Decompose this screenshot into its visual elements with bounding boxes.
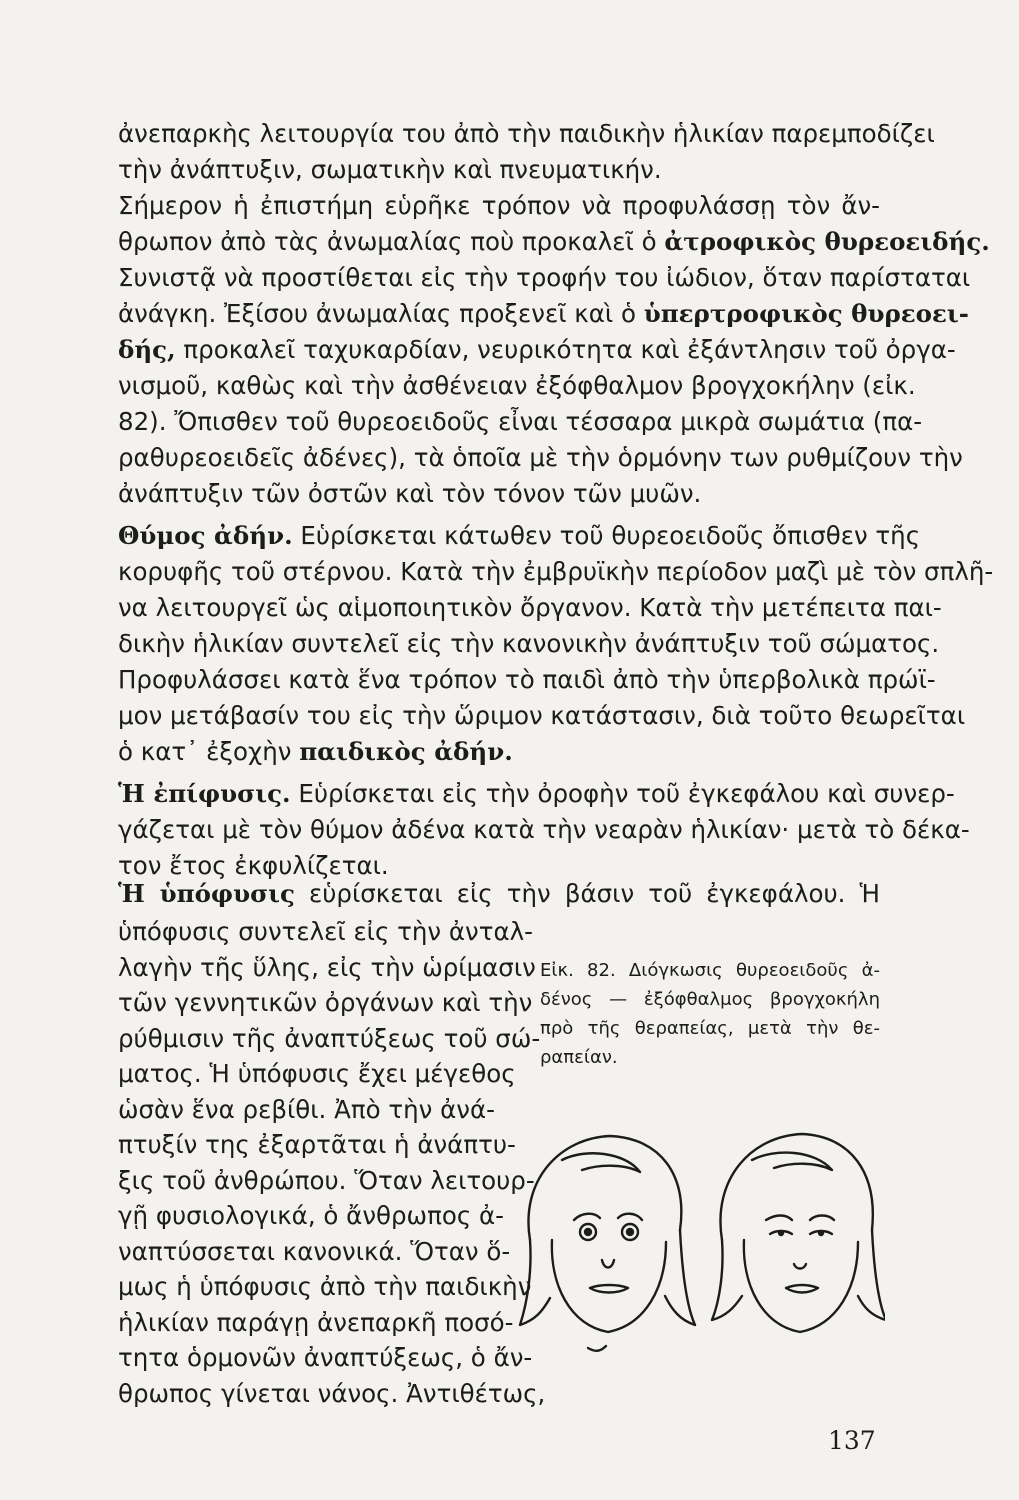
text-segment: Προφυλάσσει κατὰ ἕνα τρόπον τὸ παιδὶ ἀπὸ τὴν ὑπερβολικὰ πρώϊ-	[118, 665, 936, 694]
text-segment: προκαλεῖ ταχυκαρδίαν, νευρικότητα καὶ ἐξάντλησιν τοῦ ὀργα-	[175, 335, 956, 364]
text-line: ματος. Ἡ ὑπόφυσις ἔχει μέγεθος	[118, 1059, 516, 1088]
text-line: ρύθμισιν τῆς ἀναπτύξεως τοῦ σώ-	[118, 1023, 541, 1053]
text-segment: Συνιστᾷ νὰ προστίθεται εἰς τὴν τροφήν του ἰώδιον, ὅταν παρίσταται	[118, 263, 971, 292]
text-segment: ραθυρεοειδεῖς ἀδένες), τὰ ὁποῖα μὲ τὴν ὁρμόνην των ρυθμίζουν τὴν	[118, 443, 963, 472]
face-after-icon	[712, 1134, 885, 1332]
text-segment: ὁ κατ᾽ ἐξοχὴν	[118, 737, 300, 766]
text-line	[118, 590, 942, 626]
text-line: ναπτύσσεται κανονικά. Ὅταν ὅ-	[118, 1236, 511, 1266]
text-line	[118, 152, 880, 188]
text-line	[118, 698, 966, 734]
text-segment: Εὑρίσκεται εἰς τὴν ὀροφὴν τοῦ ἐγκεφάλου καὶ συνερ-	[290, 779, 955, 808]
text-line	[118, 662, 936, 698]
text-line: λαγὴν τῆς ὕλης, εἰς τὴν ὡρίμασιν	[118, 952, 536, 982]
text-line: ἡλικίαν παράγῃ ἀνεπαρκῆ ποσό-	[118, 1307, 514, 1337]
text-line: τῶν γεννητικῶν ὀργάνων καὶ τὴν	[118, 988, 533, 1017]
text-line	[118, 260, 971, 296]
text-segment: ἀνάγκη. Ἐξίσου ἀνωμαλίας προξενεῖ καὶ ὁ	[118, 299, 644, 328]
text-segment: εὑρίσκεται εἰς τὴν βάσιν τοῦ ἐγκεφάλου. Ἡ	[294, 879, 880, 908]
text-line: τητα ὁρμονῶν ἀναπτύξεως, ὁ ἄν-	[118, 1343, 533, 1372]
text-line	[118, 332, 956, 368]
page-number: 137	[828, 1426, 876, 1455]
text-segment: Σήμερον ἡ ἐπιστήμη εὑρῆκε τρόπον νὰ προφυλάσσῃ τὸν ἄν-	[118, 191, 880, 220]
caption-line: δένος — ἐξόφθαλμος βρογχοκήλη	[540, 989, 880, 1010]
text-line	[118, 188, 880, 224]
text-line	[118, 476, 880, 512]
bold-term: Ἡ ὑπόφυσις	[118, 879, 295, 908]
text-line	[118, 296, 969, 332]
face-before-icon	[520, 1136, 695, 1351]
text-line	[118, 626, 940, 662]
text-line	[118, 404, 923, 440]
caption-line: Εἰκ. 82. Διόγκωσις θυρεοειδοῦς ἀ-	[540, 960, 880, 981]
text-line	[118, 116, 935, 152]
bold-term: παιδικὸς ἀδήν.	[299, 737, 513, 766]
text-segment: κορυφῆς τοῦ στέρνου. Κατὰ τὴν ἐμβρυϊκὴν περίοδον μαζὶ μὲ τὸν σπλῆ-	[118, 557, 994, 586]
text-line	[118, 224, 990, 260]
text-segment: θρωπον ἀπὸ τὰς ἀνωμαλίας ποὺ προκαλεῖ ὁ	[118, 227, 665, 256]
text-segment: γάζεται μὲ τὸν θύμον ἀδένα κατὰ τὴν νεαρὰν ἡλικίαν· μετὰ τὸ δέκα-	[118, 815, 970, 844]
text-line: μως ἡ ὑπόφυσις ἀπὸ τὴν παιδικὴν	[118, 1272, 532, 1301]
text-line	[118, 812, 970, 848]
text-line: ὡσὰν ἕνα ρεβίθι. Ἀπὸ τὴν ἀνά-	[118, 1094, 495, 1124]
text-line: γῇ φυσιολογικά, ὁ ἄνθρωπος ἀ-	[118, 1201, 504, 1230]
text-segment: να λειτουργεῖ ὡς αἱμοποιητικὸν ὄργανον. Κατὰ τὴν μετέπειτα παι-	[118, 593, 942, 622]
text-segment: τον ἔτος ἐκφυλίζεται.	[118, 851, 389, 880]
text-line	[118, 440, 963, 476]
text-segment: νισμοῦ, καθὼς καὶ τὴν ἀσθένειαν ἐξόφθαλμον βρογχοκήλην (εἰκ.	[118, 371, 916, 400]
text-segment: ἀνάπτυξιν τῶν ὀστῶν καὶ τὸν τόνον τῶν μυῶν.	[118, 479, 702, 508]
text-segment: Εὑρίσκεται κάτωθεν τοῦ θυρεοειδοῦς ὄπισθεν τῆς	[292, 521, 921, 550]
text-line	[118, 518, 921, 554]
text-line: πτυξίν της ἐξαρτᾶται ἡ ἀνάπτυ-	[118, 1130, 516, 1159]
bold-term: Θύμος ἀδήν.	[118, 521, 293, 550]
bold-term: Ἡ ἐπίφυσις.	[118, 779, 291, 808]
text-line: θρωπος γίνεται νάνος. Ἀντιθέτως,	[118, 1378, 546, 1408]
text-segment: 82). Ὄπισθεν τοῦ θυρεοειδοῦς εἶναι τέσσαρα μικρὰ σωμάτια (πα-	[118, 407, 923, 436]
bold-term: ἀτροφικὸς θυρεοειδής.	[664, 227, 990, 256]
text-line	[118, 368, 916, 404]
text-line	[118, 876, 880, 912]
text-segment: δικὴν ἡλικίαν συντελεῖ εἰς τὴν κανονικὴν ἀνάπτυξιν τοῦ σώματος.	[118, 629, 940, 658]
bold-term: ὑπερτροφικὸς θυρεοει-	[643, 299, 969, 328]
bold-term: δής,	[118, 335, 176, 364]
text-line	[118, 776, 955, 812]
text-line: ξις τοῦ ἀνθρώπου. Ὅταν λειτουρ-	[118, 1165, 535, 1195]
text-line: ὑπόφυσις συντελεῖ εἰς τὴν ἀνταλ-	[118, 917, 533, 946]
text-segment: ἀνεπαρκὴς λειτουργία του ἀπὸ τὴν παιδικὴν ἡλικίαν παρεμποδίζει	[118, 119, 935, 148]
figure-caption	[540, 956, 880, 1072]
text-line	[118, 734, 880, 770]
text-segment: μον μετάβασίν του εἰς τὴν ὥριμον κατάστασιν, διὰ τοῦτο θεωρεῖται	[118, 701, 966, 730]
caption-line: ραπείαν.	[540, 1047, 618, 1068]
caption-line: πρὸ τῆς θεραπείας, μετὰ τὴν θε-	[540, 1018, 880, 1039]
text-segment: τὴν ἀνάπτυξιν, σωματικὴν καὶ πνευματικήν.	[118, 155, 662, 184]
figure-82-illustration	[490, 1120, 885, 1410]
text-line	[118, 554, 994, 590]
